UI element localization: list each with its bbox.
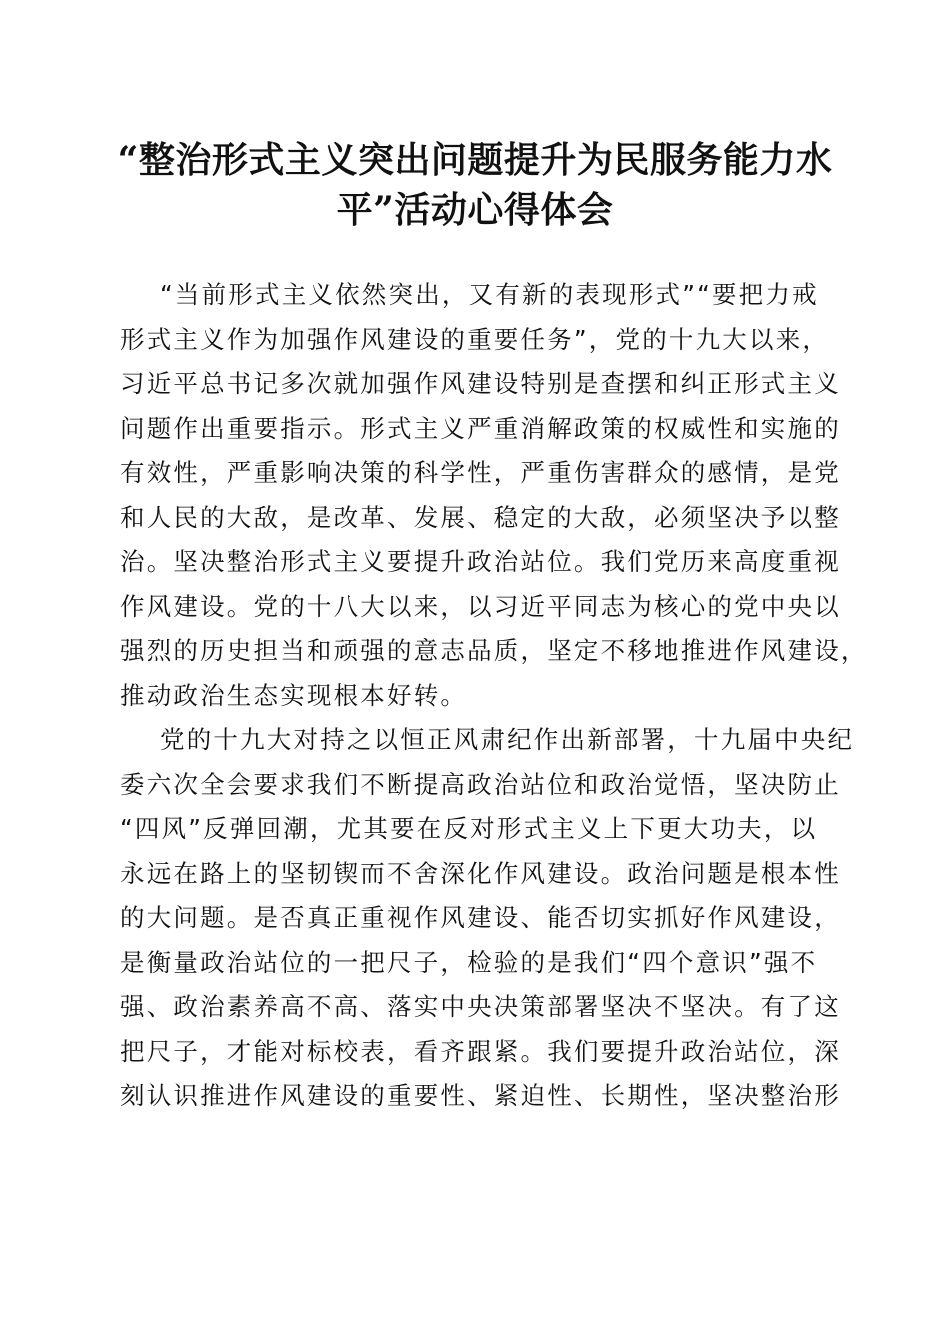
text-line: 有效性，严重影响决策的科学性，严重伤害群众的感情，是党 — [120, 458, 841, 487]
text-line: 永远在路上的坚韧锲而不舍深化作风建设。政治问题是根本性 — [120, 858, 841, 888]
text-line: 把尺子，才能对标校表，看齐跟紧。我们要提升政治站位，深 — [120, 1036, 841, 1066]
text-line: “当前形式主义依然突出，又有新的表现形式”“要把力戒 — [160, 280, 819, 309]
text-line: 委六次全会要求我们不断提高政治站位和政治觉悟，坚决防止 — [120, 769, 841, 799]
text-line: 问题作出重要指示。形式主义严重消解政策的权威性和实施的 — [120, 413, 841, 443]
text-line: 刻认识推进作风建设的重要性、紧迫性、长期性，坚决整治形 — [120, 1081, 841, 1110]
text-line: 和人民的大敌，是改革、发展、稳定的大敌，必须坚决予以整 — [120, 502, 841, 532]
text-line: 的大问题。是否真正重视作风建设、能否切实抓好作风建设， — [120, 903, 841, 932]
text-line: 治。坚决整治形式主义要提升政治站位。我们党历来高度重视 — [120, 547, 841, 576]
paragraph-2 — [120, 718, 855, 1119]
text-line: 形式主义作为加强作风建设的重要任务”，党的十九大以来， — [120, 324, 830, 354]
text-line: 强烈的历史担当和顽强的意志品质，坚定不移地推进作风建设， — [120, 636, 868, 665]
title-line: “整治形式主义突出问题提升为民服务能力水 — [117, 139, 833, 181]
text-line: “四风”反弹回潮，尤其要在反对形式主义上下更大功夫，以 — [120, 814, 818, 843]
text-line: 强、政治素养高不高、落实中央决策部署坚决不坚决。有了这 — [120, 992, 841, 1021]
text-line: 习近平总书记多次就加强作风建设特别是查摆和纠正形式主义 — [120, 369, 841, 398]
paragraph-1 — [120, 273, 868, 718]
text-line: 党的十九大对持之以恒正风肃纪作出新部署，十九届中央纪 — [160, 725, 855, 754]
text-line: 推动政治生态实现根本好转。 — [120, 680, 468, 710]
text-line: 是衡量政治站位的一把尺子，检验的是我们“四个意识”强不 — [120, 947, 818, 977]
text-line: 作风建设。党的十八大以来，以习近平同志为核心的党中央以 — [120, 591, 841, 621]
title-line: 平”活动心得体会 — [336, 189, 614, 231]
document-body — [120, 273, 868, 1119]
document-title — [110, 135, 840, 235]
